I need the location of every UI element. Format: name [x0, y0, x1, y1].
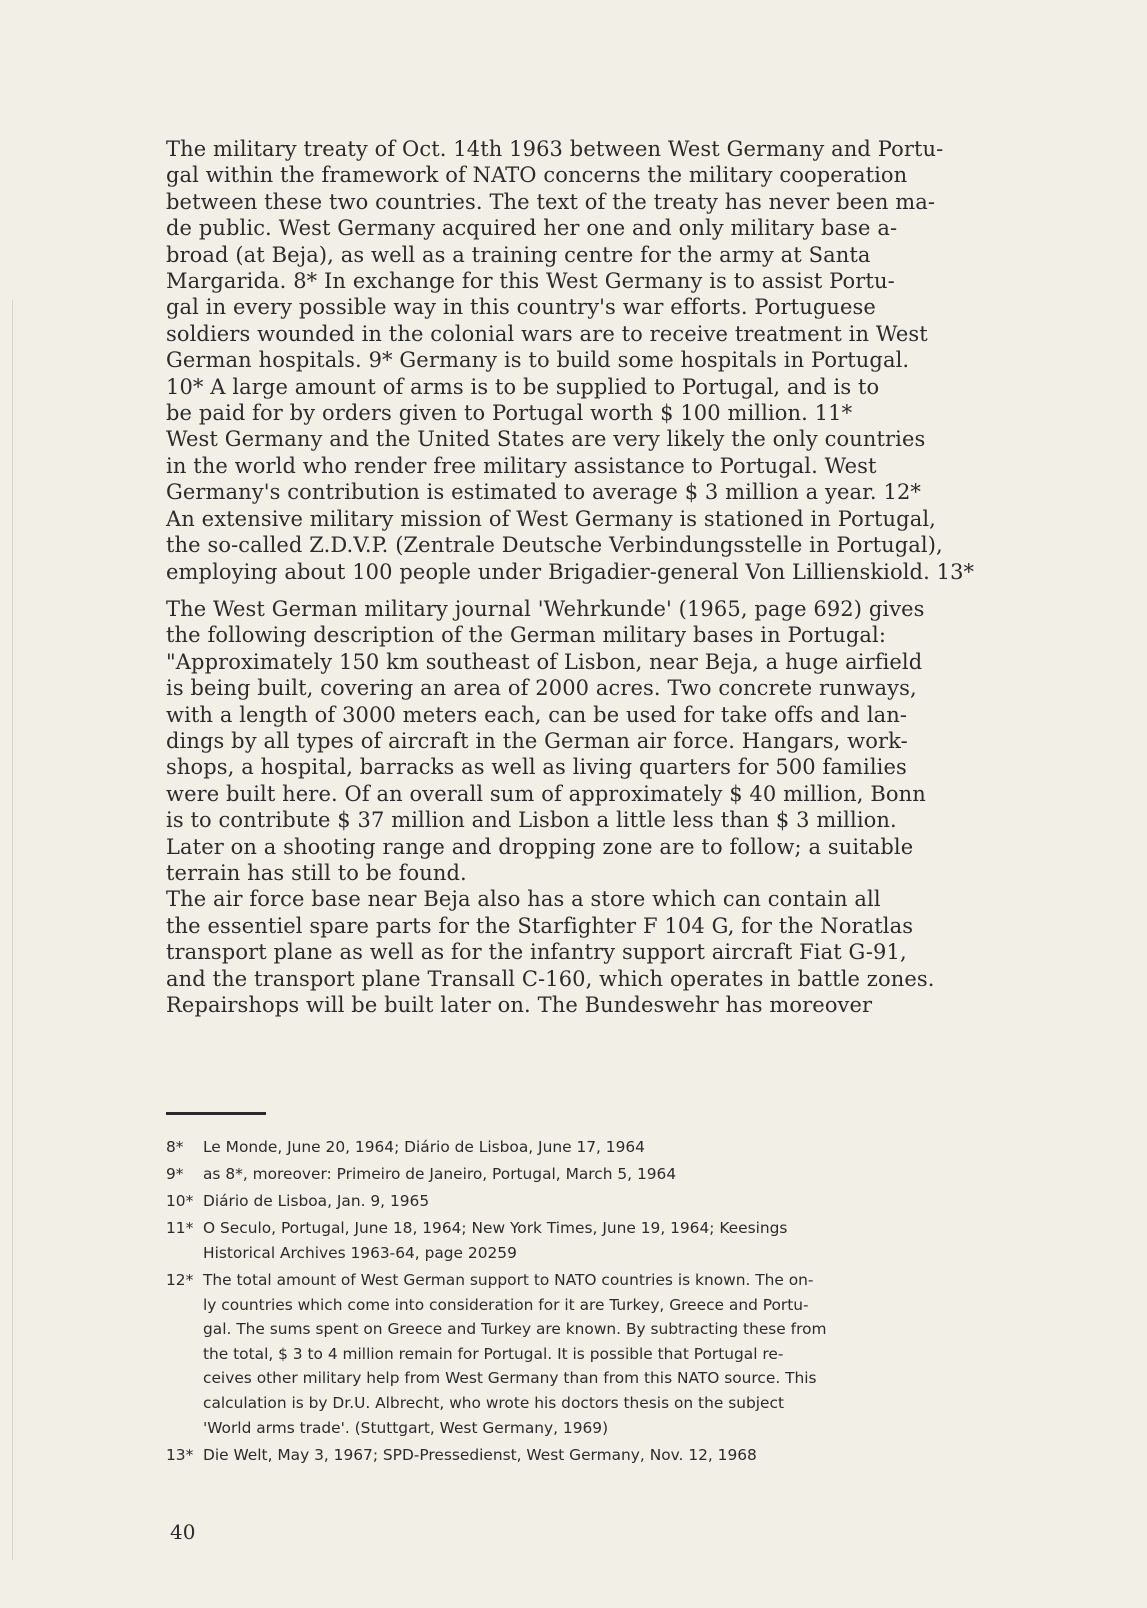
text-line: Margarida. 8* In exchange for this West Germany is to assist Portu-: [166, 269, 895, 294]
footnote-11: [166, 1216, 1086, 1265]
text-line: West Germany and the United States are very likely the only countries: [166, 427, 926, 452]
paragraph-1: [166, 136, 1096, 585]
text-line: the essentiel spare parts for the Starfighter F 104 G, for the Noratlas: [166, 913, 914, 938]
footnote-9: [166, 1162, 1086, 1187]
footnote-text: ceives other military help from West Germany than from this NATO source. This: [203, 1369, 817, 1388]
text-line: de public. West Germany acquired her one and only military base a-: [166, 216, 898, 241]
footnote-number: 11*: [166, 1219, 194, 1238]
footnote-number: 9*: [166, 1165, 184, 1184]
text-line: and the transport plane Transall C-160, which operates in battle zones.: [166, 966, 935, 991]
footnote-text: The total amount of West German support to NATO countries is known. The on-: [203, 1270, 814, 1289]
text-line: dings by all types of aircraft in the German air force. Hangars, work-: [166, 728, 908, 753]
footnote-separator: [166, 1112, 266, 1115]
text-line: An extensive military mission of West Germany is stationed in Portugal,: [166, 506, 936, 531]
footnote-text: ly countries which come into consideration for it are Turkey, Greece and Portu-: [203, 1295, 809, 1314]
text-line: employing about 100 people under Brigadier-general Von Lillienskiold. 13*: [166, 559, 975, 584]
body-text: [166, 136, 1096, 1029]
footnote-text: Le Monde, June 20, 1964; Diário de Lisboa, June 17, 1964: [203, 1138, 645, 1156]
footnotes: [166, 1135, 1086, 1470]
footnote-number: 13*: [166, 1445, 194, 1464]
text-line: between these two countries. The text of the treaty has never been ma-: [166, 189, 936, 214]
text-line: The West German military journal 'Wehrkunde' (1965, page 692) gives: [166, 596, 925, 621]
footnote-text: calculation is by Dr.U. Albrecht, who wrote his doctors thesis on the subject: [203, 1393, 784, 1412]
text-line: broad (at Beja), as well as a training centre for the army at Santa: [166, 242, 871, 267]
page-number: 40: [170, 1520, 196, 1544]
text-line: Germany's contribution is estimated to average $ 3 million a year. 12*: [166, 480, 922, 505]
footnote-text: the total, $ 3 to 4 million remain for Portugal. It is possible that Portugal re-: [203, 1344, 784, 1363]
text-line: in the world who render free military assistance to Portugal. West: [166, 453, 877, 478]
footnote-12: [166, 1268, 1086, 1440]
text-line: shops, a hospital, barracks as well as living quarters for 500 families: [166, 755, 907, 780]
footnote-text: Historical Archives 1963-64, page 20259: [203, 1243, 517, 1262]
text-line: gal within the framework of NATO concerns the military cooperation: [166, 163, 908, 188]
text-line: "Approximately 150 km southeast of Lisbon, near Beja, a huge airfield: [166, 649, 923, 674]
text-line: is to contribute $ 37 million and Lisbon a little less than $ 3 million.: [166, 808, 897, 833]
footnote-number: 8*: [166, 1138, 184, 1156]
footnote-10: [166, 1189, 1086, 1214]
text-line: gal in every possible way in this country's war efforts. Portuguese: [166, 295, 876, 320]
footnote-text: as 8*, moreover: Primeiro de Janeiro, Portugal, March 5, 1964: [203, 1165, 677, 1184]
footnote-text: 'World arms trade'. (Stuttgart, West Germany, 1969): [203, 1418, 609, 1437]
text-line: is being built, covering an area of 2000 acres. Two concrete runways,: [166, 676, 917, 701]
page-edge-line: [12, 300, 13, 1560]
text-line: 10* A large amount of arms is to be supplied to Portugal, and is to: [166, 374, 880, 399]
text-line: transport plane as well as for the infantry support aircraft Fiat G-91,: [166, 940, 907, 965]
text-line: German hospitals. 9* Germany is to build some hospitals in Portugal.: [166, 348, 910, 373]
text-line: The military treaty of Oct. 14th 1963 between West Germany and Portu-: [166, 137, 944, 161]
footnote-text: O Seculo, Portugal, June 18, 1964; New York Times, June 19, 1964; Keesings: [203, 1219, 788, 1238]
footnote-8: [166, 1135, 1086, 1160]
text-line: Repairshops will be built later on. The Bundeswehr has moreover: [166, 993, 873, 1017]
text-line: The air force base near Beja also has a store which can contain all: [166, 887, 881, 912]
text-line: Later on a shooting range and dropping zone are to follow; a suitable: [166, 834, 914, 859]
text-line: the following description of the German military bases in Portugal:: [166, 623, 887, 648]
footnote-number: 12*: [166, 1270, 194, 1289]
footnote-text: Diário de Lisboa, Jan. 9, 1965: [203, 1192, 430, 1211]
text-line: soldiers wounded in the colonial wars are to receive treatment in West: [166, 321, 928, 346]
footnote-13: [166, 1443, 1086, 1468]
footnote-text: gal. The sums spent on Greece and Turkey are known. By subtracting these from: [203, 1320, 827, 1339]
text-line: were built here. Of an overall sum of approximately $ 40 million, Bonn: [166, 781, 926, 806]
text-line: be paid for by orders given to Portugal worth $ 100 million. 11*: [166, 401, 853, 426]
footnote-number: 10*: [166, 1192, 194, 1211]
text-line: with a length of 3000 meters each, can be used for take offs and lan-: [166, 702, 908, 727]
text-line: terrain has still to be found.: [166, 860, 467, 885]
footnote-text: Die Welt, May 3, 1967; SPD-Pressedienst, West Germany, Nov. 12, 1968: [203, 1445, 757, 1464]
paragraph-2: [166, 596, 1096, 1019]
text-line: the so-called Z.D.V.P. (Zentrale Deutsche Verbindungsstelle in Portugal),: [166, 533, 943, 558]
